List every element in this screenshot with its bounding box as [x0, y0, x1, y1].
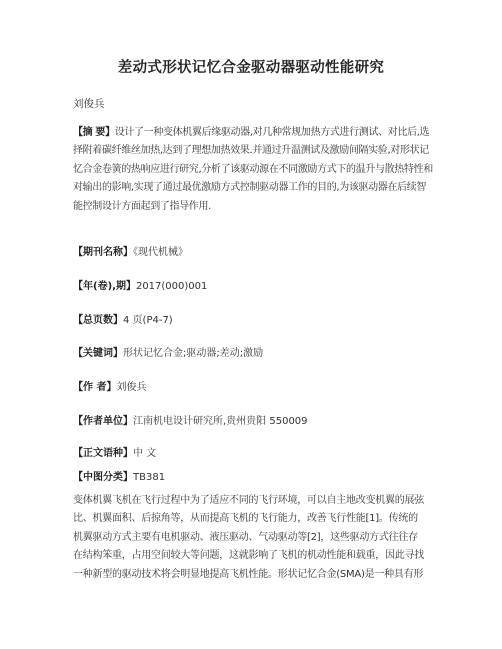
abstract-text: 设计了一种变体机翼后缘驱动器,对几种常规加热方式进行测试、对比后,选择附着碳纤维丝加热,达到了理想加热效果.并通过升温测试及激励间隔实验,对形状记忆合金卷簧的热响应进行研究,分析了该驱动源在不同激励方式下的温升与散热特性和对输出的影响,实现了通过最优激励方式控制驱动器工作的目的,为该驱动器在后续智能控制设计方面起到了指导作用.	[73, 127, 433, 212]
field-page-count	[73, 311, 173, 326]
author-name: 刘俊兵	[73, 98, 105, 110]
field-value: 中 文	[133, 448, 157, 459]
field-author	[73, 378, 146, 393]
field-label: 【关键词】	[73, 348, 123, 359]
field-value: 江南机电设计研究所,贵州贵阳 550009	[133, 416, 308, 427]
field-label: 【年(卷),期】	[73, 281, 136, 292]
field-label: 【期刊名称】	[73, 247, 133, 258]
field-value: 4 页(P4-7)	[123, 315, 173, 326]
field-affiliation	[73, 412, 308, 427]
field-value: 形状记忆合金;驱动器;差动;激励	[123, 348, 264, 359]
field-journal-name	[73, 243, 188, 258]
field-label: 【作 者】	[73, 382, 117, 393]
field-value: TB381	[133, 472, 166, 483]
body-line: 一种新型的驱动技术将会明显地提高飞机性能。形状记忆合金(SMA)是一种具有形	[73, 568, 424, 580]
field-value: 2017(000)001	[135, 281, 208, 292]
body-line: 变体机翼飞机在飞行过程中为了适应不同的飞行环境，可以自主地改变机翼的展弦	[73, 495, 424, 506]
body-paragraph	[73, 492, 435, 584]
body-line: 比、机翼面积、后掠角等，从而提高飞机的飞行能力，改善飞行性能[1]。传统的	[73, 513, 418, 525]
field-classification	[73, 468, 165, 483]
paper-title: 差动式形状记忆合金驱动器驱动性能研究	[117, 60, 385, 76]
field-keywords	[73, 344, 263, 359]
field-label: 【中图分类】	[73, 472, 133, 483]
field-language	[73, 444, 156, 459]
field-value: 刘俊兵	[116, 382, 147, 393]
field-label: 【总页数】	[73, 315, 123, 326]
field-label: 【作者单位】	[73, 416, 133, 427]
abstract-block	[73, 124, 435, 216]
body-line: 机翼驱动方式主要有电机驱动、液压驱动、气动驱动等[2]，这些驱动方式往往存	[73, 531, 418, 543]
field-volume-issue	[73, 277, 207, 292]
abstract-label: 【摘 要】	[73, 127, 115, 138]
field-value: 《现代机械》	[133, 247, 188, 258]
field-label: 【正文语种】	[73, 448, 133, 459]
body-line: 在结构笨重，占用空间较大等问题，这就影响了飞机的机动性能和载重，因此寻找	[73, 550, 424, 562]
